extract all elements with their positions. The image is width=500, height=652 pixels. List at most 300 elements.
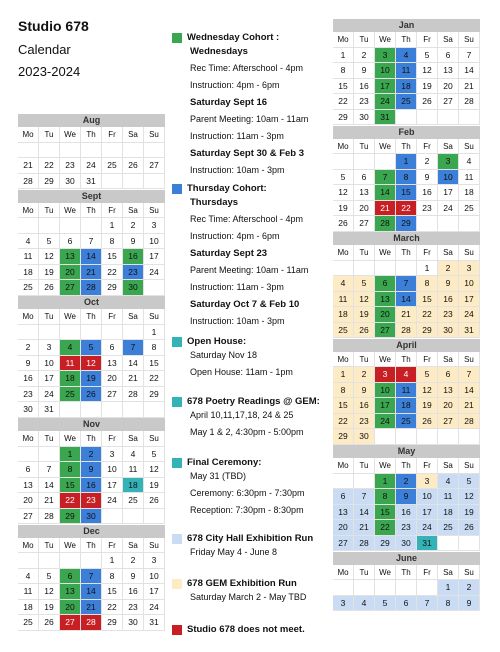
day-cell: 29 <box>102 280 123 296</box>
legend-heading-text: 678 City Hall Exhibition Run <box>187 533 314 544</box>
day-cell: 3 <box>102 447 123 463</box>
day-cell: 4 <box>18 569 39 585</box>
empty-cell <box>123 325 144 341</box>
empty-cell <box>39 447 60 463</box>
legend-line: May 1 & 2, 4:30pm - 5:00pm <box>190 427 304 437</box>
day-cell: 27 <box>438 414 459 430</box>
legend-line: Ceremony: 6:30pm - 7:30pm <box>190 488 305 498</box>
empty-cell <box>375 154 396 170</box>
day-cell: 19 <box>81 371 102 387</box>
day-cell: 17 <box>375 398 396 414</box>
day-cell: 19 <box>39 600 60 616</box>
legend-item-wednesday-cohort <box>172 32 332 179</box>
weekday-header: Fr <box>102 203 123 219</box>
day-cell: 3 <box>39 340 60 356</box>
day-cell: 15 <box>102 249 123 265</box>
day-cell: 12 <box>354 292 375 308</box>
weekday-header: Fr <box>102 309 123 325</box>
day-cell: 5 <box>375 596 396 612</box>
day-cell: 17 <box>417 505 438 521</box>
legend-line: Open House: 11am - 1pm <box>190 367 293 377</box>
day-cell: 11 <box>60 356 81 372</box>
day-cell: 28 <box>81 280 102 296</box>
legend-heading <box>172 578 332 589</box>
weekday-header: We <box>60 127 81 143</box>
legend-heading-text: 678 GEM Exhibition Run <box>187 578 297 589</box>
day-cell: 18 <box>123 478 144 494</box>
legend-line: Instruction: 10am - 3pm <box>190 316 285 326</box>
weekday-header: Th <box>81 203 102 219</box>
day-cell: 19 <box>333 201 354 217</box>
day-cell: 28 <box>396 323 417 339</box>
day-cell: 3 <box>438 154 459 170</box>
day-cell: 8 <box>438 596 459 612</box>
day-cell: 1 <box>333 48 354 64</box>
day-cell: 30 <box>60 174 81 190</box>
day-cell: 24 <box>81 158 102 174</box>
day-cell: 12 <box>417 63 438 79</box>
empty-cell <box>102 143 123 159</box>
day-cell: 31 <box>375 110 396 126</box>
legend-heading <box>172 533 332 544</box>
day-cell: 6 <box>18 462 39 478</box>
weekday-header: Su <box>459 458 480 474</box>
empty-cell <box>396 580 417 596</box>
day-cell: 3 <box>144 553 165 569</box>
day-cell: 24 <box>144 265 165 281</box>
weekday-header: Th <box>396 458 417 474</box>
day-cell: 30 <box>81 509 102 525</box>
day-cell: 9 <box>459 596 480 612</box>
day-cell: 23 <box>123 265 144 281</box>
weekday-header: Fr <box>417 458 438 474</box>
empty-cell <box>102 325 123 341</box>
day-cell: 12 <box>81 356 102 372</box>
legend-line: Parent Meeting: 10am - 11am <box>190 265 309 275</box>
day-cell: 26 <box>333 216 354 232</box>
month-sept <box>18 190 165 296</box>
day-cell: 23 <box>396 520 417 536</box>
day-cell: 4 <box>333 276 354 292</box>
color-swatch-icon <box>172 33 182 43</box>
day-cell: 12 <box>144 462 165 478</box>
legend-item-studio-678-does-not-meet <box>172 624 332 635</box>
day-cell: 21 <box>396 307 417 323</box>
month-name: Dec <box>18 525 165 538</box>
day-cell: 10 <box>144 569 165 585</box>
day-cell: 10 <box>375 383 396 399</box>
day-cell: 7 <box>39 462 60 478</box>
day-cell: 3 <box>375 48 396 64</box>
empty-cell <box>81 553 102 569</box>
empty-cell <box>144 402 165 418</box>
month-dec <box>18 525 165 631</box>
day-cell: 2 <box>354 367 375 383</box>
day-cell: 11 <box>396 63 417 79</box>
legend-line: May 31 (TBD) <box>190 471 247 481</box>
legend-line: Saturday Nov 18 <box>190 350 258 360</box>
day-cell: 4 <box>396 367 417 383</box>
empty-cell <box>144 174 165 190</box>
day-cell: 13 <box>18 478 39 494</box>
empty-cell <box>459 110 480 126</box>
day-cell: 14 <box>354 505 375 521</box>
empty-cell <box>81 325 102 341</box>
day-cell: 11 <box>123 462 144 478</box>
empty-cell <box>417 216 438 232</box>
weekday-header: We <box>375 245 396 261</box>
day-cell: 4 <box>438 474 459 490</box>
day-cell: 8 <box>333 63 354 79</box>
empty-cell <box>60 143 81 159</box>
empty-cell <box>18 143 39 159</box>
day-cell: 29 <box>102 615 123 631</box>
day-cell: 22 <box>60 493 81 509</box>
empty-cell <box>375 261 396 277</box>
weekday-header: Tu <box>39 309 60 325</box>
day-cell: 11 <box>459 170 480 186</box>
day-cell: 25 <box>60 387 81 403</box>
legend-item-thursday-cohort <box>172 183 332 330</box>
weekday-header: Th <box>81 309 102 325</box>
empty-cell <box>144 509 165 525</box>
legend-heading <box>172 32 332 43</box>
day-cell: 27 <box>60 615 81 631</box>
weekday-header: Mo <box>18 309 39 325</box>
day-cell: 23 <box>18 387 39 403</box>
empty-cell <box>123 174 144 190</box>
day-cell: 21 <box>123 371 144 387</box>
day-cell: 11 <box>18 249 39 265</box>
day-cell: 8 <box>60 462 81 478</box>
legend-line: Instruction: 11am - 3pm <box>190 282 284 292</box>
day-cell: 21 <box>81 265 102 281</box>
weekday-header: Fr <box>102 431 123 447</box>
day-cell: 5 <box>333 170 354 186</box>
day-cell: 8 <box>333 383 354 399</box>
day-cell: 22 <box>144 371 165 387</box>
empty-cell <box>18 447 39 463</box>
day-cell: 14 <box>39 478 60 494</box>
day-cell: 13 <box>102 356 123 372</box>
day-cell: 29 <box>144 387 165 403</box>
empty-cell <box>123 402 144 418</box>
empty-cell <box>459 216 480 232</box>
day-cell: 21 <box>375 201 396 217</box>
day-cell: 27 <box>102 387 123 403</box>
empty-cell <box>123 143 144 159</box>
legend-line: Saturday Oct 7 & Feb 10 <box>190 299 300 310</box>
weekday-header: We <box>60 309 81 325</box>
weekday-header: Su <box>459 32 480 48</box>
day-cell: 4 <box>60 340 81 356</box>
weekday-header: Sa <box>438 245 459 261</box>
empty-cell <box>333 580 354 596</box>
day-cell: 11 <box>438 489 459 505</box>
day-cell: 8 <box>417 276 438 292</box>
day-cell: 8 <box>102 569 123 585</box>
weekday-header: Tu <box>354 32 375 48</box>
weekday-header: Th <box>396 245 417 261</box>
legend-line: Instruction: 4pm - 6pm <box>190 80 280 90</box>
weekday-header: Mo <box>18 127 39 143</box>
day-cell: 1 <box>375 474 396 490</box>
day-cell: 10 <box>102 462 123 478</box>
day-cell: 8 <box>396 170 417 186</box>
day-cell: 22 <box>333 94 354 110</box>
day-cell: 19 <box>39 265 60 281</box>
day-cell: 9 <box>438 276 459 292</box>
day-cell: 11 <box>333 292 354 308</box>
weekday-header: Th <box>396 139 417 155</box>
day-cell: 22 <box>102 600 123 616</box>
day-cell: 7 <box>459 48 480 64</box>
legend-heading-text: Thursday Cohort: <box>187 183 267 194</box>
day-cell: 7 <box>123 340 144 356</box>
weekday-header: Su <box>144 203 165 219</box>
day-cell: 7 <box>81 569 102 585</box>
empty-cell <box>144 280 165 296</box>
day-cell: 10 <box>417 489 438 505</box>
day-cell: 30 <box>123 280 144 296</box>
day-cell: 18 <box>459 185 480 201</box>
day-cell: 26 <box>123 158 144 174</box>
day-cell: 20 <box>18 493 39 509</box>
day-cell: 15 <box>417 292 438 308</box>
day-cell: 27 <box>60 280 81 296</box>
day-cell: 27 <box>354 216 375 232</box>
empty-cell <box>123 509 144 525</box>
day-cell: 19 <box>459 505 480 521</box>
day-cell: 25 <box>123 493 144 509</box>
day-cell: 31 <box>39 402 60 418</box>
weekday-header: Tu <box>39 431 60 447</box>
weekday-header: Fr <box>102 538 123 554</box>
day-cell: 2 <box>123 218 144 234</box>
day-cell: 24 <box>144 600 165 616</box>
weekday-header: Fr <box>417 32 438 48</box>
legend-line: Instruction: 11am - 3pm <box>190 131 284 141</box>
day-cell: 4 <box>354 596 375 612</box>
day-cell: 17 <box>144 249 165 265</box>
day-cell: 20 <box>438 79 459 95</box>
day-cell: 2 <box>396 474 417 490</box>
day-cell: 23 <box>123 600 144 616</box>
day-cell: 25 <box>396 414 417 430</box>
weekday-header: Sa <box>438 458 459 474</box>
day-cell: 7 <box>375 170 396 186</box>
legend-heading-text: Studio 678 does not meet. <box>187 624 305 635</box>
day-cell: 25 <box>102 158 123 174</box>
day-cell: 11 <box>396 383 417 399</box>
day-cell: 31 <box>417 536 438 552</box>
day-cell: 6 <box>102 340 123 356</box>
day-cell: 17 <box>102 478 123 494</box>
day-cell: 31 <box>459 323 480 339</box>
day-cell: 7 <box>459 367 480 383</box>
day-cell: 5 <box>39 569 60 585</box>
empty-cell <box>396 261 417 277</box>
day-cell: 6 <box>438 367 459 383</box>
day-cell: 26 <box>417 94 438 110</box>
day-cell: 11 <box>18 584 39 600</box>
weekday-header: Th <box>81 127 102 143</box>
day-cell: 16 <box>396 505 417 521</box>
legend-line: Saturday Sept 23 <box>190 248 268 259</box>
weekday-header: We <box>60 203 81 219</box>
day-cell: 14 <box>81 584 102 600</box>
weekday-header: Su <box>459 139 480 155</box>
day-cell: 12 <box>39 249 60 265</box>
day-cell: 6 <box>354 170 375 186</box>
weekday-header: We <box>375 352 396 368</box>
empty-cell <box>354 580 375 596</box>
day-cell: 24 <box>459 307 480 323</box>
day-cell: 15 <box>60 478 81 494</box>
empty-cell <box>375 429 396 445</box>
weekday-header: Sa <box>123 431 144 447</box>
day-cell: 30 <box>18 402 39 418</box>
legend-heading <box>172 624 332 635</box>
day-cell: 1 <box>102 218 123 234</box>
day-cell: 14 <box>459 383 480 399</box>
day-cell: 31 <box>144 615 165 631</box>
day-cell: 5 <box>417 367 438 383</box>
legend-line: Rec Time: Afterschool - 4pm <box>190 214 304 224</box>
weekday-header: Th <box>396 32 417 48</box>
day-cell: 13 <box>333 505 354 521</box>
weekday-header: Sa <box>438 565 459 581</box>
empty-cell <box>354 261 375 277</box>
day-cell: 28 <box>459 414 480 430</box>
empty-cell <box>333 474 354 490</box>
empty-cell <box>81 402 102 418</box>
legend-heading-text: Open House: <box>187 336 247 347</box>
day-cell: 2 <box>123 553 144 569</box>
day-cell: 3 <box>417 474 438 490</box>
weekday-header: Tu <box>354 352 375 368</box>
day-cell: 20 <box>60 600 81 616</box>
empty-cell <box>333 261 354 277</box>
legend-line: Reception: 7:30pm - 8:30pm <box>190 505 304 515</box>
day-cell: 6 <box>60 569 81 585</box>
day-cell: 7 <box>396 276 417 292</box>
day-cell: 6 <box>333 489 354 505</box>
day-cell: 20 <box>354 201 375 217</box>
weekday-header: Su <box>144 127 165 143</box>
day-cell: 19 <box>417 79 438 95</box>
weekday-header: Mo <box>333 139 354 155</box>
month-name: Feb <box>333 126 480 139</box>
day-cell: 16 <box>354 398 375 414</box>
day-cell: 26 <box>144 493 165 509</box>
day-cell: 4 <box>18 234 39 250</box>
day-cell: 13 <box>354 185 375 201</box>
day-cell: 21 <box>81 600 102 616</box>
legend-line: Saturday Sept 16 <box>190 97 268 108</box>
legend-heading <box>172 396 332 407</box>
day-cell: 3 <box>375 367 396 383</box>
month-march <box>333 232 480 338</box>
day-cell: 19 <box>417 398 438 414</box>
legend-item-678-gem-exhibition-run <box>172 578 332 606</box>
empty-cell <box>438 216 459 232</box>
day-cell: 17 <box>375 79 396 95</box>
empty-cell <box>102 402 123 418</box>
day-cell: 26 <box>459 520 480 536</box>
day-cell: 29 <box>375 536 396 552</box>
day-cell: 13 <box>438 383 459 399</box>
day-cell: 15 <box>375 505 396 521</box>
legend-line: Rec Time: Afterschool - 4pm <box>190 63 304 73</box>
day-cell: 3 <box>459 261 480 277</box>
day-cell: 9 <box>354 383 375 399</box>
day-cell: 1 <box>60 447 81 463</box>
day-cell: 28 <box>375 216 396 232</box>
day-cell: 5 <box>81 340 102 356</box>
day-cell: 16 <box>438 292 459 308</box>
day-cell: 16 <box>81 478 102 494</box>
month-april <box>333 339 480 445</box>
legend-heading <box>172 457 332 468</box>
month-feb <box>333 126 480 232</box>
day-cell: 12 <box>459 489 480 505</box>
day-cell: 9 <box>123 234 144 250</box>
day-cell: 10 <box>438 170 459 186</box>
day-cell: 28 <box>354 536 375 552</box>
day-cell: 30 <box>438 323 459 339</box>
weekday-header: Mo <box>333 245 354 261</box>
school-year: 2023-2024 <box>18 64 81 79</box>
day-cell: 28 <box>123 387 144 403</box>
month-name: Nov <box>18 418 165 431</box>
empty-cell <box>60 553 81 569</box>
weekday-header: We <box>375 565 396 581</box>
day-cell: 27 <box>144 158 165 174</box>
legend-line: Wednesdays <box>190 46 248 57</box>
weekday-header: Tu <box>39 538 60 554</box>
empty-cell <box>102 174 123 190</box>
empty-cell <box>438 429 459 445</box>
month-nov <box>18 418 165 524</box>
day-cell: 19 <box>144 478 165 494</box>
day-cell: 18 <box>18 265 39 281</box>
day-cell: 27 <box>18 509 39 525</box>
weekday-header: Th <box>81 538 102 554</box>
legend-item-final-ceremony <box>172 457 332 519</box>
weekday-header: Fr <box>102 127 123 143</box>
day-cell: 17 <box>459 292 480 308</box>
color-swatch-icon <box>172 184 182 194</box>
day-cell: 8 <box>144 340 165 356</box>
month-name: Sept <box>18 190 165 203</box>
day-cell: 3 <box>333 596 354 612</box>
empty-cell <box>144 143 165 159</box>
day-cell: 20 <box>60 265 81 281</box>
empty-cell <box>39 325 60 341</box>
empty-cell <box>459 429 480 445</box>
day-cell: 13 <box>60 249 81 265</box>
day-cell: 28 <box>39 509 60 525</box>
legend-heading-text: 678 Poetry Readings @ GEM: <box>187 396 320 407</box>
empty-cell <box>333 154 354 170</box>
day-cell: 23 <box>417 201 438 217</box>
month-name: March <box>333 232 480 245</box>
day-cell: 1 <box>144 325 165 341</box>
empty-cell <box>39 143 60 159</box>
weekday-header: Tu <box>39 127 60 143</box>
day-cell: 9 <box>417 170 438 186</box>
